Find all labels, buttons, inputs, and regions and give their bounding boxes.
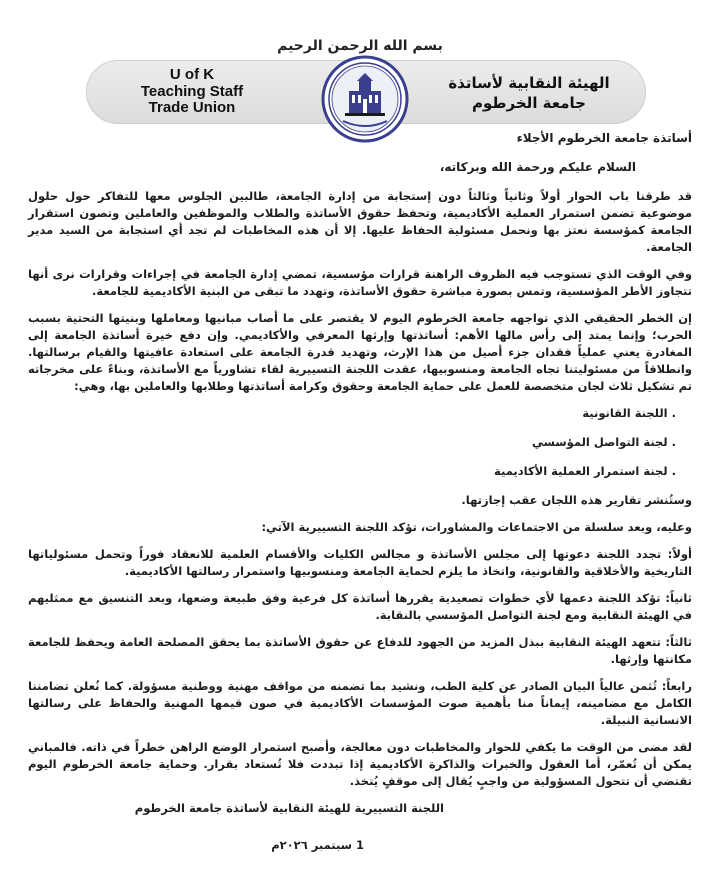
paragraph: إن الخطر الحقيقي الذي تواجهه جامعة الخرطوم اليوم لا يقتصر على ما أصاب مبانيها ومعاملها وبنيتها التحتية بسبب الحرب؛ وإنما يمتد إلى رأس مالها الأهم: أساتذتها وإرثها المعرفي والأكاديمي. وإن دفع خيرة أساتذة الجامعة إلى المغادرة يعني عملياً فقدان جزء أصيل من هذا الإرث، وتهديد قدرة الجامعة على استعادة عافيتها والقيام برسالتها. وانطلاقاً من مسئوليتنا تجاه الجامعة ومنسوبيها، عقدت اللجنة التسييرية لقاء تشاورياً مع الأساتذة، وبناءً على مخرجاته تم تشكيل ثلاث لجان متخصصة للعمل على حماية الجامعة وحقوق وكرامة أساتذتها وطلابها والعاملين بها، وهي:: [28, 311, 692, 393]
org-name-english: [117, 67, 267, 117]
org-name-english-line: Teaching Staff: [140, 82, 244, 100]
closing-paragraph: لقد مضى من الوقت ما يكفي للحوار والمخاطبات دون معالجة، وأصبح استمرار الوضع الراهن خطراً في ذاته. فالمباني يمكن أن تُعمّر، أما العقول والخبرات والذاكرة الأكاديمية إذا تبددت فلا تُستعاد بقرار. وحماية جامعة الخرطوم اليوم تقتضي أن تتحول المسؤولية من واجبٍ يُقال إلى موقفٍ يُتخذ.: [28, 740, 692, 788]
point-item: ثانياً: تؤكد اللجنة دعمها لأي خطوات تصعيدية يقررها أساتذة كل فرعية وفق طبيعة وضعها، وبعد التنسيق مع ممثليهم في الهيئة النقابية ومع لجنة التواصل المؤسسي بالنقابة.: [28, 591, 692, 622]
point-item: ثالثاً: تتعهد الهيئة النقابية ببذل المزيد من الجهود للدفاع عن حقوق الأساتذة بما يحقق المصلحة العامة ويحفظ للجامعة مكانتها وإرثها.: [28, 635, 692, 666]
committee-item: . لجنة التواصل المؤسسي: [532, 435, 676, 449]
org-name-arabic: [439, 73, 619, 113]
point-item: أولاً: تجدد اللجنة دعوتها إلى مجلس الأساتذة و مجالس الكليات والأقسام العلمية للانعقاد فوراً وتحمل مسئولياتها التاريخية والأخلاقية والقانونية، واتخاذ ما يلزم لحماية الجامعة ومنسوبيها واستمرار رسالتها الأكاديمية.: [28, 547, 692, 578]
org-name-english-line: Trade Union: [148, 99, 236, 116]
greeting: السلام عليكم ورحمة الله وبركاته،: [439, 160, 636, 174]
reports-note: وستُنشر تقارير هذه اللجان عقب إجازتها.: [461, 493, 692, 507]
paragraph: وفي الوقت الذي تستوجب فيه الظروف الراهنة قرارات مؤسسية، تمضي إدارة الجامعة في إجراءات وقرارات نرى أنها تتجاوز الأطر المؤسسية، وتمس بصورة مباشرة حقوق الأساتذة، وتهدد ما تبقى من البنية الأكاديمية للجامعة.: [28, 267, 692, 298]
letter-body: [28, 124, 692, 854]
org-name-arabic-line: الهيئة النقابية لأساتذة: [448, 74, 610, 92]
paragraph: قد طرقنا باب الحوار أولاً وثانياً وثالثاً دون إستجابة من إدارة الجامعة، طالبين الجلوس معها للتفاكر حول حلول موضوعية تضمن استمرار العملية الأكاديمية، وتحفظ حقوق الأساتذة والطلاب والموظفين والعاملين وتصون استقرار الجامعة كمؤسسة نعتز بها ونحمل مسئولية الحفاظ عليها. إلا أن هذه المخاطبات لم تجد أي استجابة من السيد مدير الجامعة.: [28, 189, 692, 254]
org-name-english-line: U of K: [169, 66, 215, 83]
points-intro: وعليه، وبعد سلسلة من الاجتماعات والمشاورات، تؤكد اللجنة التسييرية الآتي:: [261, 520, 692, 534]
committee-item: . اللجنة القانونية: [582, 406, 676, 420]
letterhead-banner: [86, 60, 646, 124]
letter-date: 1 سبتمبر ٢٠٢٦م: [271, 838, 364, 852]
committee-item: . لجنة استمرار العملية الأكاديمية: [494, 464, 676, 478]
point-item: رابعاً: تُثمن عالياً البيان الصادر عن كلية الطب، ونشيد بما تضمنه من مواقف مهنية ووطنية مسؤولة. كما نُعلن تضامننا الكامل مع مضامينه، إيماناً منا بأهمية صوت المؤسسات الأكاديمية في صون قيمها المهنية والحفاظ على رسالتها الانسانية النبيلة.: [28, 679, 692, 727]
signature: اللجنة التسييرية للهيئة النقابية لأساتذة جامعة الخرطوم: [134, 801, 444, 815]
addressee: أساتذة جامعة الخرطوم الأجلاء: [516, 131, 692, 145]
basmala: بسم الله الرحمن الرحيم: [277, 38, 443, 54]
org-name-arabic-line: جامعة الخرطوم: [472, 94, 586, 112]
